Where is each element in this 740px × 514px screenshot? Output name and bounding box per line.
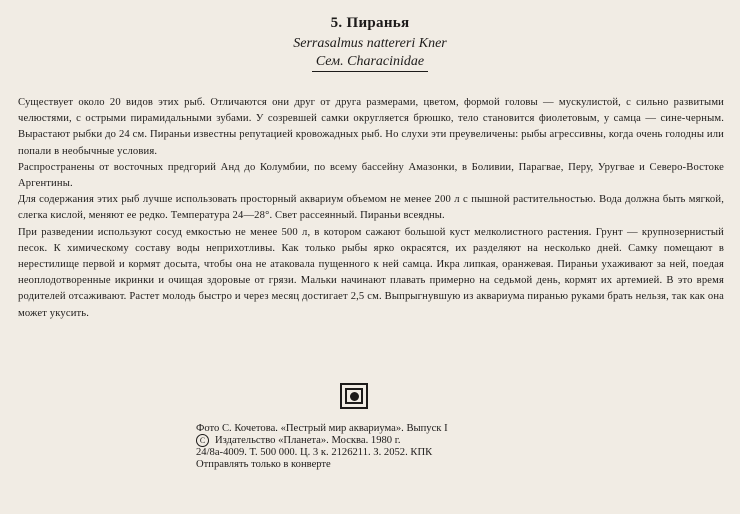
latin-name: Serrasalmus nattereri Kner [293,36,447,51]
header [0,10,740,72]
imprint-print-details: 24/8а-4009. Т. 500 000. Ц. 3 к. 2126211. З. 2052. КПК [196,447,433,459]
page-title: 5. Пиранья [330,15,410,31]
imprint [196,423,526,470]
logo-dot [350,392,359,401]
imprint-photo-credit: Фото С. Кочетова. «Пестрый мир аквариума». Выпуск I [196,423,448,434]
paragraph-description: Существует около 20 видов этих рыб. Отличаются они друг от друга размерами, цветом, формой головы — мускулистой, с сильно развитыми челюстями, с острыми пирамидальными зубами. У созревшей самки округляется брюшко, тело становится фиолетовым, у самца — сине-черным. Вырастают рыбки до 24 см. Пираньи известны репутацией кровожадных рыб. Но слухи эти преувеличены: рыбы агрессивны, когда очень голодны или попали в необычные условия. [18,97,724,157]
description-text [18,95,724,322]
paragraph-keeping: Для содержания этих рыб лучше использовать просторный аквариум объемом не менее 200 л с пышной растительностью. Вода должна быть мягкой, слегка кислой, меняют ее редко. Температура 24—28°. Свет рассеянный. Пираньи всеядны. [18,194,724,222]
copyright-icon: C [196,434,209,447]
paragraph-distribution: Распространены от восточных предгорий Анд до Колумбии, по всему бассейну Амазонки, в Боливии, Парагвае, Перу, Уругвае и Северо-Востоке Аргентины. [18,161,724,190]
family-name: Сем. Characinidae [312,54,428,72]
imprint-publisher: Издательство «Планета». Москва. 1980 г. [215,435,401,447]
paragraph-breeding: При разведении используют сосуд емкостью не менее 500 л, в котором сажают большой куст мелколистного растения. Грунт — крупнозернистый песок. К химическому составу воды неприхотливы. Как только рыбы ярко окрасятся, их разделяют на несколько дней. Самку помещают в нерестилище первой и кормят досыта, чтобы она не атаковала пущенного к ней самца. Икра липкая, оранжевая. Пираньи ухаживают за ней, поедая неоплодотворенные икринки и очищая здоровые от грязи. Мальки начинают плавать примерно на седьмой день, кормят их артемией. В это время родителей отсаживают. Растет молодь быстро и через месяц достигает 2,5 см. Выпрыгнувшую из аквариума пиранью руками брать нельзя, так как она может укусить. [18,226,724,319]
imprint-mailing-note: Отправлять только в конверте [196,458,331,470]
imprint-publisher-line [196,434,526,447]
publisher-logo-icon [340,383,370,411]
